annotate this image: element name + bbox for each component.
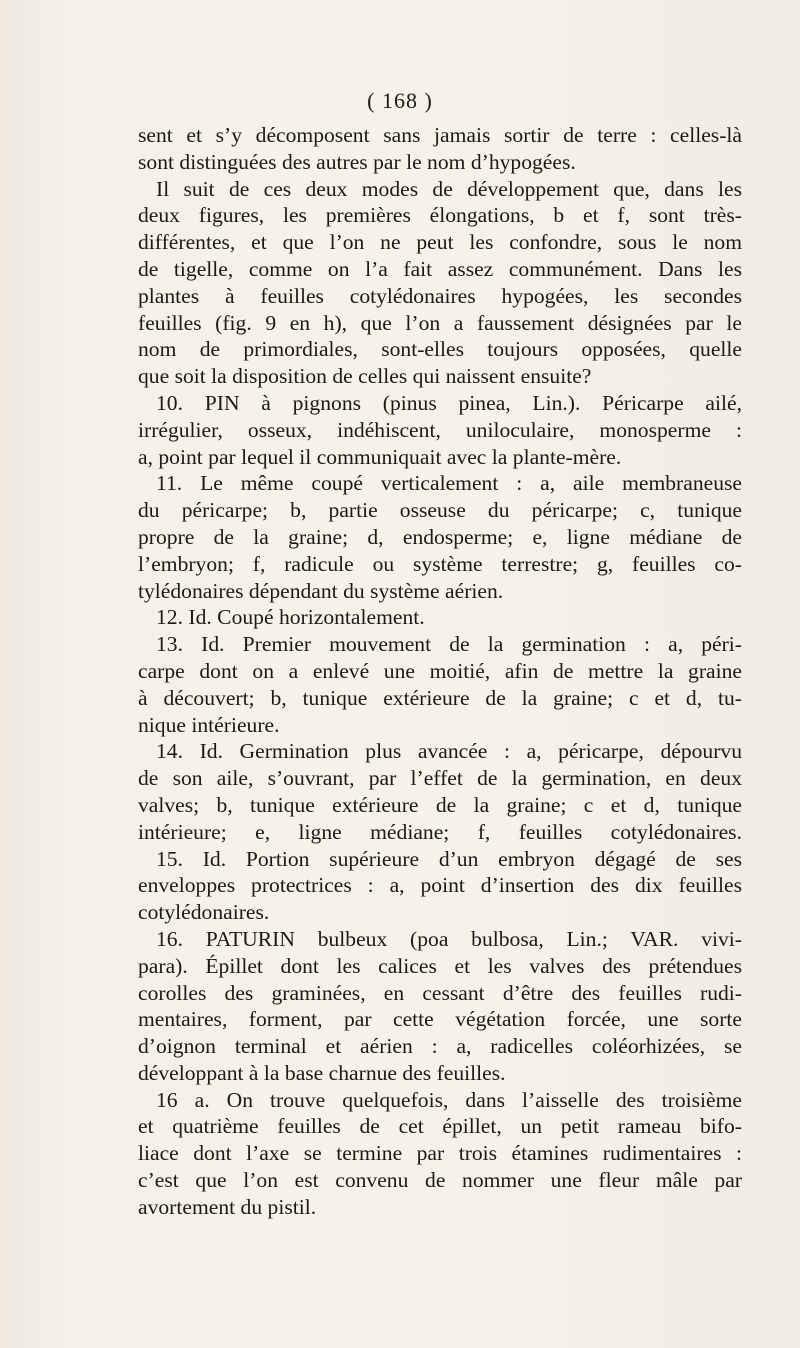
text-line: valves; b, tunique extérieure de la graine; c et d, tunique	[138, 792, 742, 817]
text-line: plantes à feuilles cotylédonaires hypogées, les secondes	[138, 283, 742, 308]
text-line: 12. Id. Coupé horizontalement.	[156, 605, 425, 630]
text-line: et quatrième feuilles de cet épillet, un petit rameau bifo-	[138, 1114, 742, 1139]
page-number: ( 168 )	[367, 88, 433, 113]
text-line: sent et s’y décomposent sans jamais sortir de terre : celles-là	[138, 123, 742, 147]
text-line: liace dont l’axe se termine par trois étamines rudimentaires :	[138, 1141, 742, 1166]
text-line: enveloppes protectrices : a, point d’insertion des dix feuilles	[138, 873, 742, 898]
text-line: intérieure; e, ligne médiane; f, feuilles cotylédonaires.	[138, 819, 742, 844]
text-line: sont distinguées des autres par le nom d’hypogées.	[138, 149, 576, 174]
text-line: irrégulier, osseux, indéhiscent, uniloculaire, monosperme :	[138, 417, 742, 442]
text-line: développant à la base charnue des feuilles.	[138, 1060, 506, 1085]
text-line: mentaires, forment, par cette végétation forcée, une sorte	[138, 1007, 742, 1032]
text-block	[138, 122, 742, 1221]
text-line: de son aile, s’ouvrant, par l’effet de la germination, en deux	[138, 766, 742, 791]
text-line: de tigelle, comme on l’a fait assez communément. Dans les	[138, 256, 742, 281]
text-line: feuilles (fig. 9 en h), que l’on a faussement désignées par le	[138, 310, 742, 335]
text-line: a, point par lequel il communiquait avec la plante-mère.	[138, 444, 622, 469]
text-line: propre de la graine; d, endosperme; e, ligne médiane de	[138, 524, 742, 549]
text-line: que soit la disposition de celles qui naissent ensuite?	[138, 364, 592, 389]
text-line: à découvert; b, tunique extérieure de la graine; c et d, tu-	[138, 685, 742, 710]
text-line: para). Épillet dont les calices et les valves des prétendues	[138, 953, 742, 978]
text-line: nique intérieure.	[138, 712, 280, 737]
text-line: d’oignon terminal et aérien : a, radicelles coléorhizées, se	[138, 1034, 742, 1059]
text-line: nom de primordiales, sont-elles toujours opposées, quelle	[138, 337, 742, 362]
text-line: 14. Id. Germination plus avancée : a, péricarpe, dépourvu	[156, 739, 742, 764]
text-line: différentes, et que l’on ne peut les confondre, sous le nom	[138, 230, 742, 255]
text-line: du péricarpe; b, partie osseuse du péricarpe; c, tunique	[138, 498, 742, 523]
text-line: 11. Le même coupé verticalement : a, aile membraneuse	[156, 471, 742, 496]
text-line: 10. PIN à pignons (pinus pinea, Lin.). Péricarpe ailé,	[156, 390, 742, 415]
text-line: carpe dont on a enlevé une moitié, afin de mettre la graine	[138, 658, 742, 683]
text-line: Il suit de ces deux modes de développement que, dans les	[156, 176, 742, 201]
text-line: 13. Id. Premier mouvement de la germination : a, péri-	[156, 632, 742, 657]
text-line: 16 a. On trouve quelquefois, dans l’aisselle des troisième	[156, 1087, 742, 1112]
text-line: avortement du pistil.	[138, 1194, 317, 1219]
text-line: l’embryon; f, radicule ou système terrestre; g, feuilles co-	[138, 551, 742, 576]
text-line: tylédonaires dépendant du système aérien.	[138, 578, 504, 603]
text-line: 16. PATURIN bulbeux (poa bulbosa, Lin.; VAR. vivi-	[156, 926, 742, 951]
text-line: c’est que l’on est convenu de nommer une fleur mâle par	[138, 1168, 742, 1193]
text-line: corolles des graminées, en cessant d’être des feuilles rudi-	[138, 980, 742, 1005]
text-line: 15. Id. Portion supérieure d’un embryon dégagé de ses	[156, 846, 742, 871]
text-line: cotylédonaires.	[138, 900, 270, 925]
text-line: deux figures, les premières élongations, b et f, sont très-	[138, 203, 742, 228]
